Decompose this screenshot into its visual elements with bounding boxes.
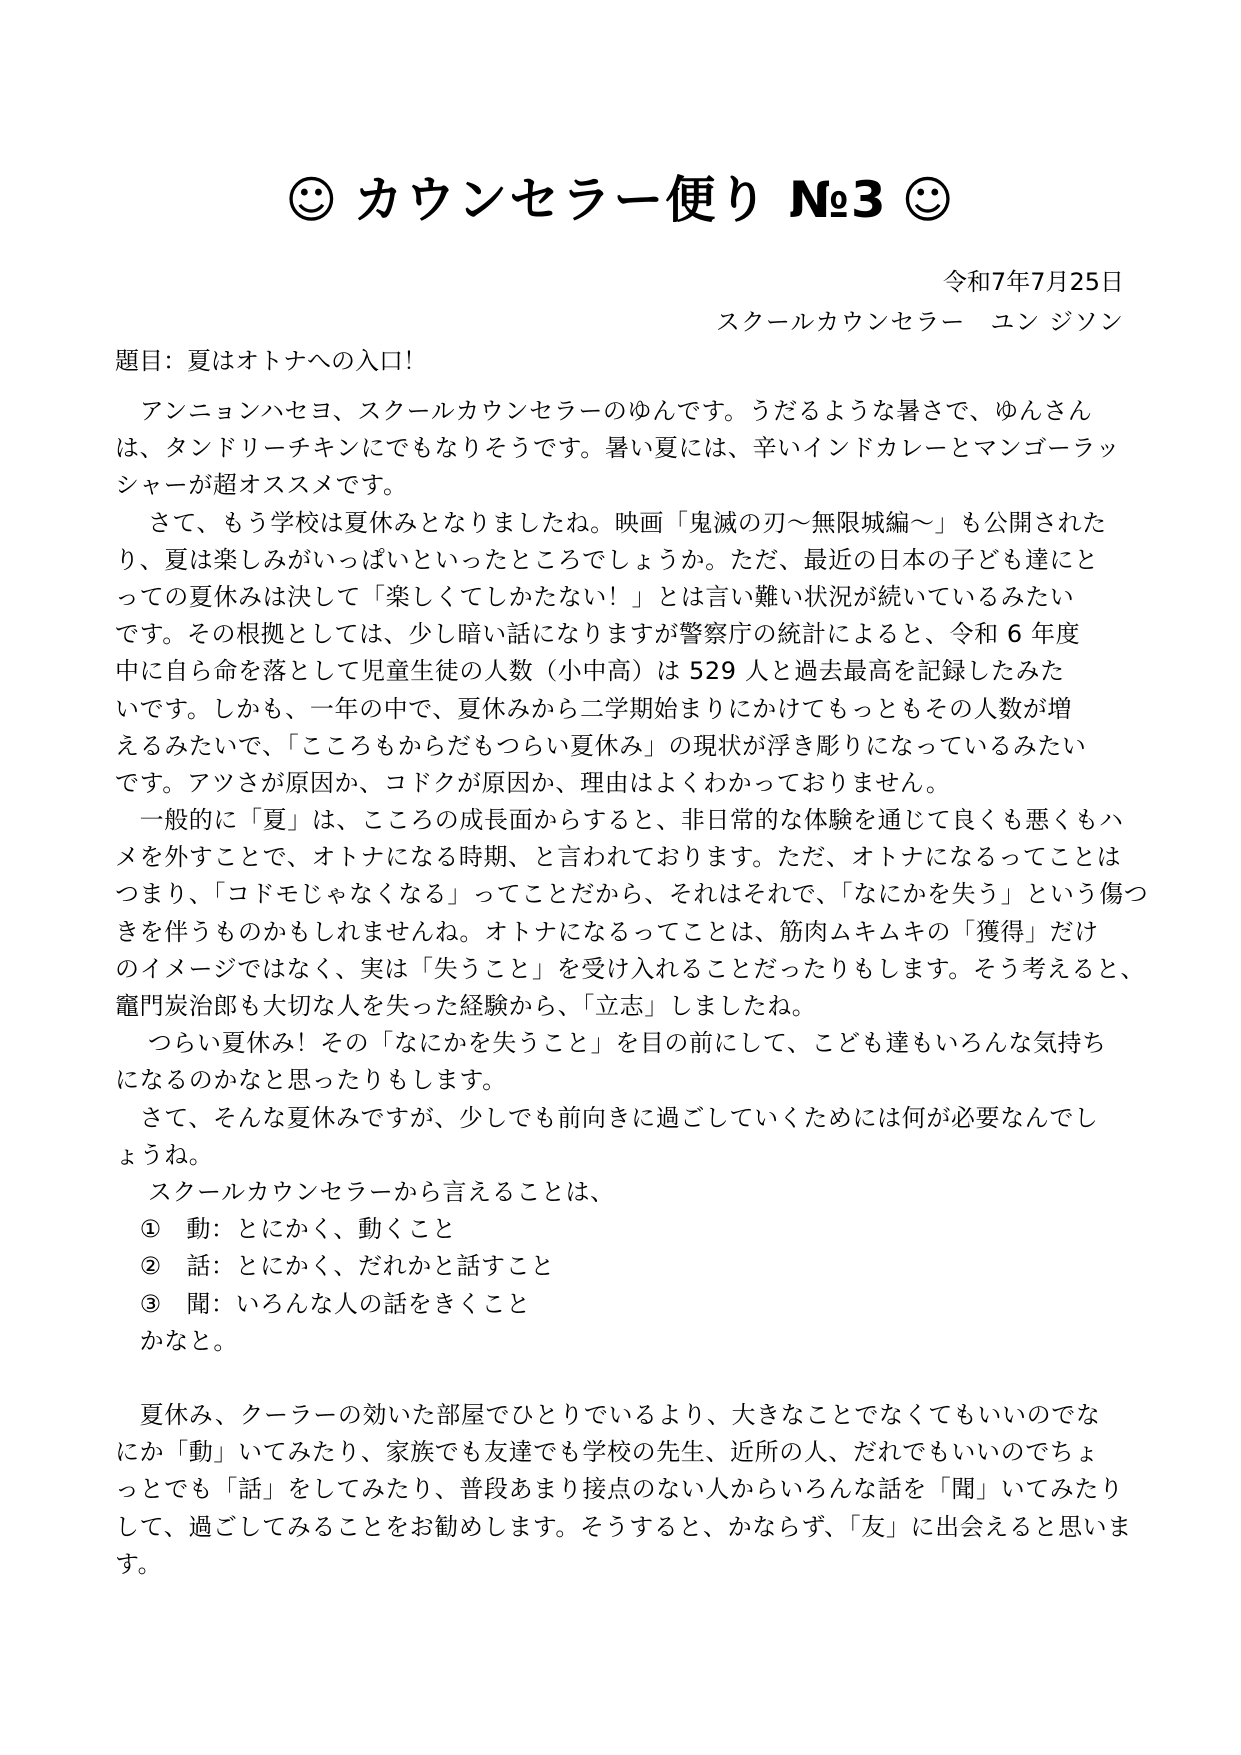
body-line: かなと。 [115,1326,238,1355]
body-line: ょうね。 [115,1140,214,1169]
body-line: つまり、「コドモじゃなくなる」ってことだから、それはそれで、「なにかを失う」という傷つ [115,880,1149,909]
title-text: カウンセラー便り №3 [353,171,888,229]
body-text [115,393,1149,1583]
body-line: です。その根拠としては、少し暗い話になりますが警察庁の統計によると、令和 6 年度 [115,620,1081,649]
body-line: 竈門炭治郎も大切な人を失った経験から、「立志」しましたね。 [115,992,817,1020]
body-line: いです。しかも、一年の中で、夏休みから二学期始まりにかけてもっともその人数が増 [115,694,1072,723]
body-line: ① 動：とにかく、動くこと [115,1215,457,1244]
body-line: アンニョンハセヨ、スクールカウンセラーのゆんです。うだるような暑さで、ゆんさん [115,397,1093,425]
body-line: す。 [115,1549,163,1578]
subject-line: 題目：夏はオトナへの入口！ [115,347,427,375]
body-line: メを外すことで、オトナになる時期、と言われております。ただ、オトナになるってことは [115,843,1122,872]
body-line: っての夏休みは決して「楽しくてしかたない！」とは言い難い状況が続いているみたい [115,582,1075,611]
body-line: さて、もう学校は夏休みとなりましたね。映画「鬼滅の刃～無限城編～」も公開された [115,508,1107,537]
newsletter-title [0,160,1241,232]
author-line: スクールカウンセラー ユン ジソン [715,308,1124,336]
blank-line [115,1360,1127,1397]
body-line: きを伴うものかもしれませんね。オトナになるってことは、筋肉ムキムキの「獲得」だけ [115,917,1099,946]
body-line: シャーが超オススメです。 [115,471,408,500]
body-line: り、夏は楽しみがいっぱいといったところでしょうか。ただ、最近の日本の子ども達にと [115,545,1099,574]
issue-date: 令和7年7月25日 [942,268,1124,296]
body-line: ② 話：とにかく、だれかと話すこと [115,1252,555,1281]
body-line: ③ 聞：いろんな人の話をきくこと [115,1289,531,1318]
smiley-icon: ☺ [285,171,340,229]
body-line: 一般的に「夏」は、こころの成長面からすると、非日常的な体験を通じて良くも悪くもハ [115,806,1124,835]
body-line: にか「動」いてみたり、家族でも友達でも学校の先生、近所の人、だれでもいいのでちょ [115,1438,1099,1467]
smiley-icon: ☺ [901,171,956,229]
body-line: 夏休み、クーラーの効いた部屋でひとりでいるより、大きなことでなくてもいいのでな [115,1401,1101,1430]
body-line: つらい夏休み！その「なにかを失うこと」を目の前にして、こども達もいろんな気持ち [115,1029,1107,1058]
body-line: スクールカウンセラーから言えることは、 [115,1177,615,1206]
body-line: です。アツさが原因か、コドクが原因か、理由はよくわかっておりません。 [115,768,951,797]
body-line: になるのかなと思ったりもします。 [115,1066,507,1095]
body-line: 中に自ら命を落として児童生徒の人数（小中高）は 529 人と過去最高を記録したみた [115,657,1065,686]
body-line: えるみたいで、「こころもからだもつらい夏休み」の現状が浮き彫りになっているみたい [115,731,1087,760]
body-line: さて、そんな夏休みですが、少しでも前向きに過ごしていくためには何が必要なんでし [115,1103,1099,1132]
body-line: っとでも「話」をしてみたり、普段あまり接点のない人からいろんな話を「聞」いてみたり [115,1475,1124,1504]
body-line: して、過ごしてみることをお勧めします。そうすると、かならず、「友」に出会えると思いま [115,1512,1132,1541]
body-line: のイメージではなく、実は「失うこと」を受け入れることだったりもします。そう考えると、 [115,954,1146,983]
body-line: は、タンドリーチキンにでもなりそうです。暑い夏には、辛いインドカレーとマンゴーラッ [115,434,1121,463]
